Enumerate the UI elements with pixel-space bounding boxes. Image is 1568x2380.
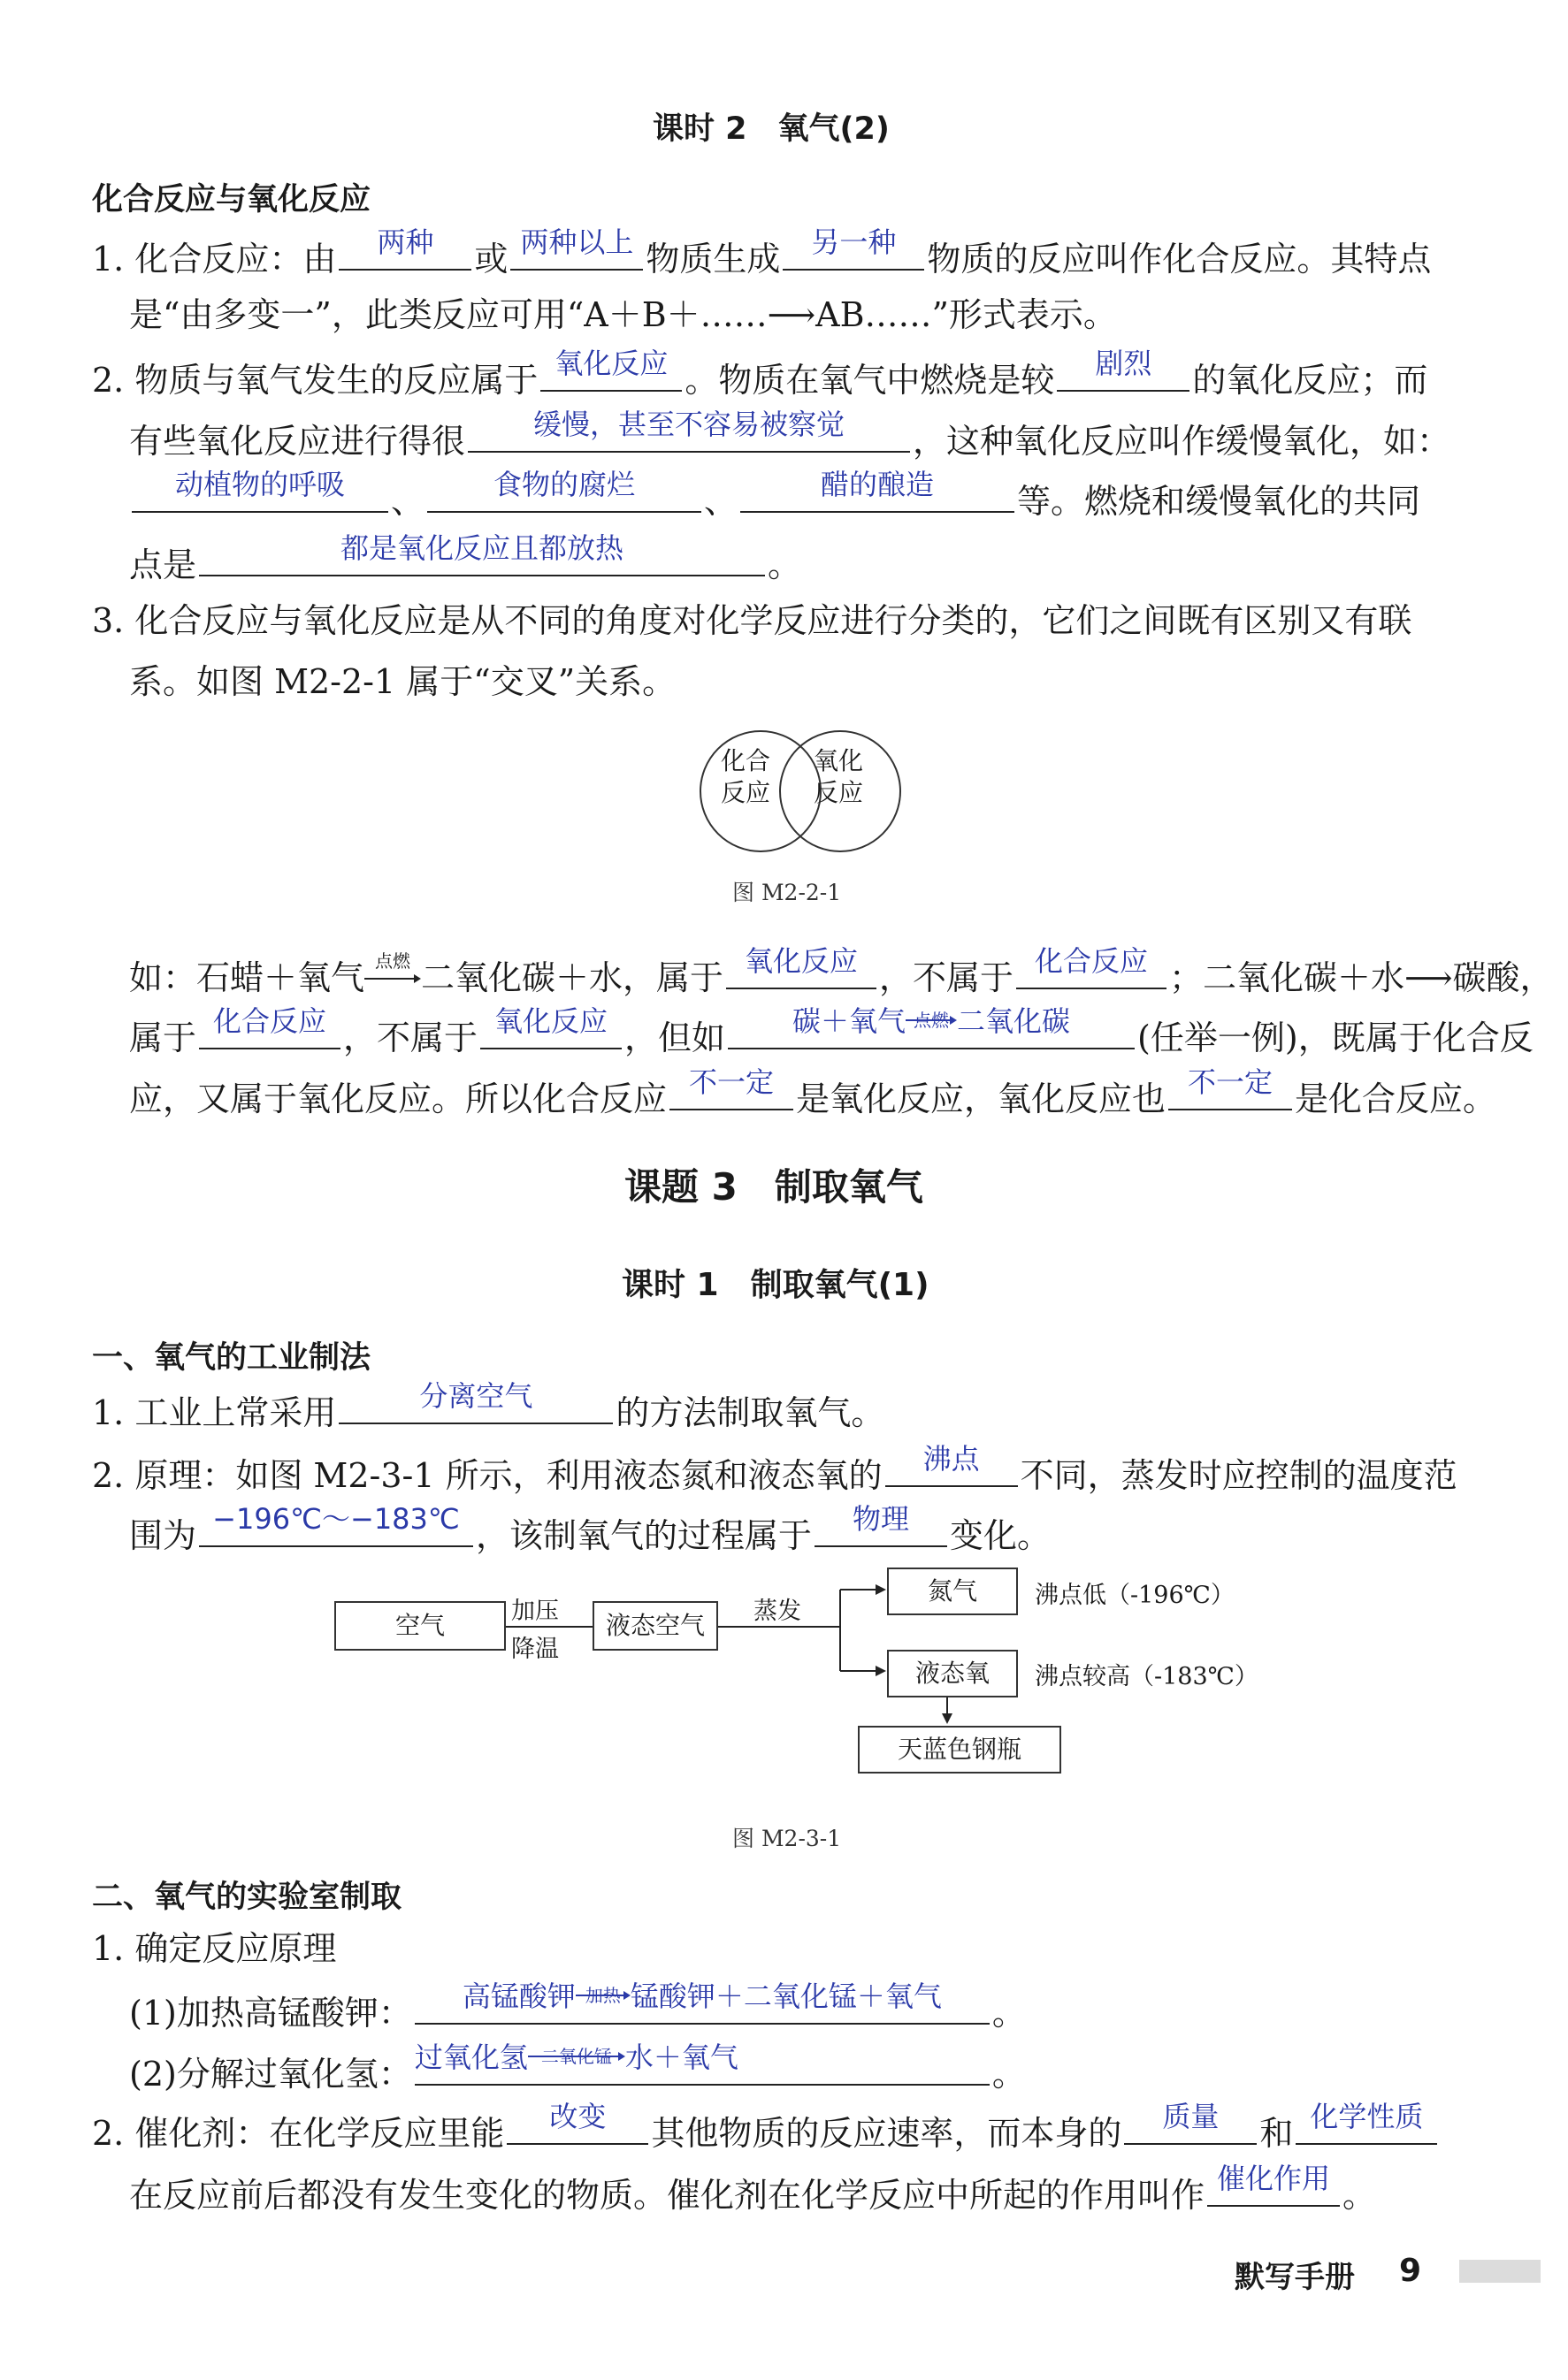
flow-air: 空气	[334, 1601, 506, 1651]
q2-line3: 动植物的呼吸 、 食物的腐烂 、 醋的酿造 等。燃烧和缓慢氧化的共同	[129, 474, 1420, 524]
q3-line2: 系。如图 M2-2-1 属于“交叉”关系。	[129, 662, 677, 701]
blank-twoplus: 两种以上	[510, 232, 643, 271]
blank-comb2: 化合反应	[199, 1011, 340, 1049]
flow-nitrogen-note: 沸点低（-196℃）	[1035, 1582, 1235, 1609]
venn-right-label: 氧化 反应	[814, 746, 864, 807]
blank-slow: 缓慢，甚至不容易被察觉	[468, 414, 910, 453]
flow-steel-bottle: 天蓝色钢瓶	[858, 1726, 1061, 1774]
section-heading-industrial: 一、氧气的工业制法	[92, 1340, 371, 1376]
blank-change: 改变	[507, 2106, 648, 2145]
blank-common: 都是氧化反应且都放热	[199, 538, 765, 576]
blank-chem: 化学性质	[1296, 2106, 1437, 2145]
q1-line1: 1. 化合反应：由 两种 或 两种以上 物质生成 另一种 物质的反应叫作化合反应。其特点	[92, 225, 1432, 278]
blank-intense: 剧烈	[1057, 353, 1189, 392]
blank-bp: 沸点	[885, 1448, 1018, 1487]
footer-book-name: 默写手册	[1235, 2260, 1355, 2295]
lesson-title-2: 课时 1 制取氧气(1)	[622, 1267, 929, 1303]
example-line2: 属于 化合反应 ，不属于 氧化反应 ，但如 碳＋氧气 点燃 二氧化碳 (任举一例)，既属于化合反	[129, 1004, 1534, 1057]
blank-range: −196℃～−183℃	[199, 1508, 473, 1547]
lab-q2-line1: 2. 催化剂：在化学反应里能 改变 其他物质的反应速率，而本身的 质量 和 化学性质	[92, 2106, 1440, 2156]
lab-q1b: (2)分解过氧化氢： 过氧化氢 二氧化锰 水＋氧气 。	[129, 2041, 1026, 2094]
figure-caption-2: 图 M2-3-1	[732, 1826, 842, 1851]
blank-mass: 质量	[1124, 2106, 1257, 2145]
blank-notnec2: 不一定	[1168, 1072, 1292, 1110]
industrial-q1: 1. 工业上常采用 分离空气 的方法制取氧气。	[92, 1379, 885, 1432]
blank-phys: 物理	[815, 1508, 947, 1547]
blank-resp: 动植物的呼吸	[132, 474, 388, 513]
blank-comb1: 化合反应	[1016, 950, 1166, 989]
topic-title: 课题 3 制取氧气	[624, 1165, 923, 1209]
flow-liquid-oxygen: 液态氧	[887, 1650, 1018, 1697]
flow-liquid-air: 液态空气	[593, 1601, 718, 1651]
blank-h2o2: 过氧化氢 二氧化锰 水＋氧气	[415, 2047, 990, 2086]
lab-q1a: (1)加热高锰酸钾： 高锰酸钾 加热 锰酸钾＋二氧化锰＋氧气 。	[129, 1980, 1026, 2033]
q2-line2: 有些氧化反应进行得很 缓慢，甚至不容易被察觉 ，这种氧化反应叫作缓慢氧化，如：	[129, 408, 1451, 461]
blank-cat: 催化作用	[1207, 2168, 1340, 2207]
page-number: 9	[1399, 2253, 1422, 2289]
q2-line4: 点是 都是氧化反应且都放热 。	[129, 531, 802, 584]
reaction-arrow: 点燃	[364, 952, 421, 989]
blank-oxid2: 氧化反应	[726, 950, 876, 989]
footer-bar	[1459, 2260, 1541, 2283]
blank-oxid3: 氧化反应	[480, 1011, 622, 1049]
lab-q2-line2: 在反应前后都没有发生变化的物质。催化剂在化学反应中所起的作用叫作 催化作用 。	[129, 2162, 1377, 2215]
figure-caption: 图 M2-2-1	[732, 880, 842, 905]
example-line3: 应，又属于氧化反应。所以化合反应 不一定 是氧化反应，氧化反应也 不一定 是化合反应。	[129, 1065, 1497, 1118]
blank-other: 另一种	[783, 232, 924, 271]
lab-q1: 1. 确定反应原理	[92, 1929, 337, 1968]
blank-vinegar: 醋的酿造	[740, 474, 1014, 513]
blank-two: 两种	[339, 232, 471, 271]
flow-nitrogen: 氮气	[887, 1568, 1018, 1615]
blank-food: 食物的腐烂	[427, 474, 701, 513]
q2-line1: 2. 物质与氧气发生的反应属于 氧化反应 。物质在氧气中燃烧是较 剧烈 的氧化反应；而	[92, 347, 1428, 400]
blank-oxid: 氧化反应	[540, 353, 682, 392]
lesson-title: 课时 2 氧气(2)	[653, 111, 890, 147]
flow-step1-bottom: 降温	[511, 1636, 559, 1663]
industrial-q2-line1: 2. 原理：如图 M2-3-1 所示，利用液态氮和液态氧的 沸点 不同，蒸发时应控制的温度范	[92, 1442, 1457, 1495]
q3-line1: 3. 化合反应与氧化反应是从不同的角度对化学反应进行分类的，它们之间既有区别又有联	[92, 601, 1412, 640]
blank-example: 碳＋氧气 点燃 二氧化碳	[728, 1011, 1135, 1049]
q1-line2: 是“由多变一”，此类反应可用“A＋B＋……⟶AB……”形式表示。	[129, 295, 1117, 334]
venn-left-label: 化合 反应	[721, 746, 771, 807]
blank-sep: 分离空气	[339, 1385, 613, 1424]
blank-notnec1: 不一定	[669, 1072, 793, 1110]
flow-step2: 蒸发	[753, 1598, 801, 1625]
blank-kmno4: 高锰酸钾 加热 锰酸钾＋二氧化锰＋氧气	[415, 1986, 990, 2025]
flow-step1-top: 加压	[511, 1598, 559, 1625]
section-heading: 化合反应与氧化反应	[92, 182, 371, 217]
industrial-q2-line2: 围为 −196℃～−183℃ ，该制氧气的过程属于 物理 变化。	[129, 1502, 1052, 1555]
example-line1: 如：石蜡＋氧气 点燃 二氧化碳＋水，属于 氧化反应 ，不属于 化合反应 ；二氧化碳＋水⟶碳酸，	[129, 944, 1554, 997]
section-heading-lab: 二、氧气的实验室制取	[92, 1880, 402, 1915]
flow-oxygen-note: 沸点较高（-183℃）	[1035, 1663, 1258, 1690]
